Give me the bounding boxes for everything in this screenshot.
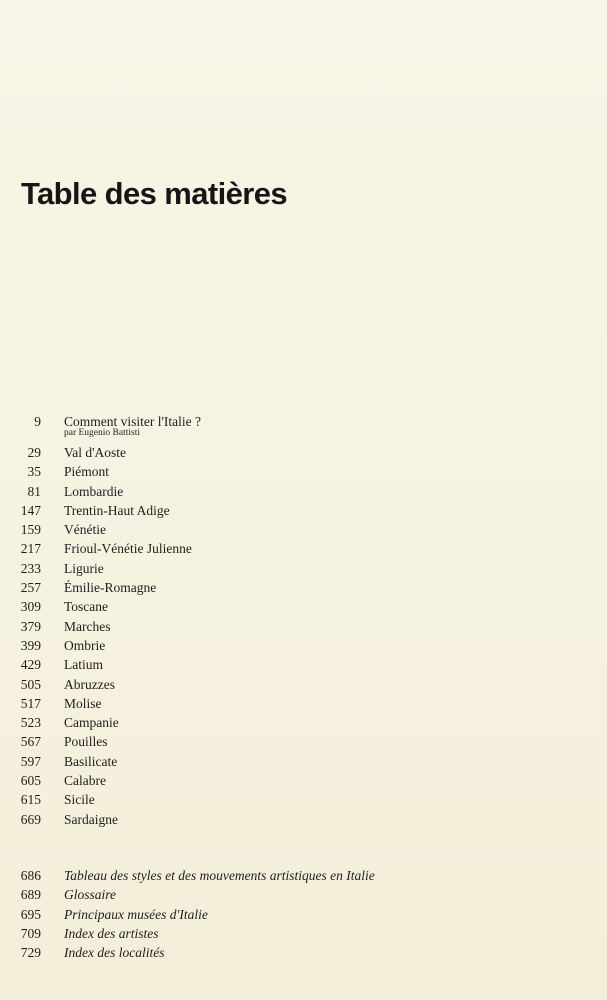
toc-entry-label: Calabre xyxy=(64,773,106,789)
toc-page-number: 399 xyxy=(20,637,41,653)
toc-page-number: 9 xyxy=(34,414,41,429)
toc-entry-label: Marches xyxy=(64,618,111,634)
toc-page-number: 689 xyxy=(20,887,41,903)
toc-entry-label: Toscane xyxy=(64,599,109,615)
toc-entry-region xyxy=(0,617,607,636)
toc-page-number: 429 xyxy=(20,657,41,673)
toc-entry-label: Basilicate xyxy=(64,753,118,769)
toc-page-number: 517 xyxy=(20,695,41,711)
toc-entry-region xyxy=(0,501,607,520)
toc-entry-label: Vénétie xyxy=(64,522,106,538)
toc-entry-label: Molise xyxy=(64,695,102,711)
toc-page-number: 567 xyxy=(20,734,41,750)
toc-entry-region xyxy=(0,771,607,790)
toc-page-number: 597 xyxy=(20,753,41,769)
toc-page-number: 686 xyxy=(20,868,41,883)
toc-entry-label: Val d'Aoste xyxy=(64,445,127,460)
toc-entry-label: Sicile xyxy=(64,792,95,808)
page-title: Table des matières xyxy=(21,176,288,211)
toc-entry-region xyxy=(0,752,607,771)
toc-entry-label: Latium xyxy=(64,657,103,673)
toc-appendix-list xyxy=(0,866,607,962)
toc-page-number: 233 xyxy=(20,560,41,576)
toc-entry-label: Lombardie xyxy=(64,483,124,499)
toc-page-number: 309 xyxy=(20,599,41,615)
toc-entry-label: Frioul-Vénétie Julienne xyxy=(64,541,192,557)
toc-entry-region xyxy=(0,482,607,501)
toc-page-number: 709 xyxy=(20,925,41,941)
toc-entry-label: Piémont xyxy=(64,464,110,480)
toc-entry-region xyxy=(0,810,607,829)
toc-entry-label: Sardaigne xyxy=(64,811,118,827)
toc-entry-region xyxy=(0,636,607,655)
toc-entry-region xyxy=(0,675,607,694)
toc-page-number: 523 xyxy=(20,715,41,731)
toc-entry-label: Émilie-Romagne xyxy=(64,580,157,596)
toc-entry-region xyxy=(0,443,607,462)
toc-entry-appendix xyxy=(0,924,607,943)
toc-page-number: 217 xyxy=(20,541,41,557)
toc-entry-region xyxy=(0,462,607,481)
toc-entry-label: Glossaire xyxy=(64,887,117,903)
toc-entry-region xyxy=(0,694,607,713)
toc-page-number: 379 xyxy=(20,618,41,634)
toc-entry-region xyxy=(0,539,607,558)
toc-entry-label: Comment visiter l'Italie ? xyxy=(64,414,202,429)
toc-main-list xyxy=(0,412,607,829)
toc-entry-label: Ombrie xyxy=(64,637,106,653)
toc-entry-appendix xyxy=(0,885,607,904)
toc-page-number: 257 xyxy=(20,580,41,596)
toc-entry-region xyxy=(0,732,607,751)
toc-entry-region xyxy=(0,578,607,597)
toc-page-number: 695 xyxy=(20,906,41,922)
toc-entry-appendix xyxy=(0,943,607,962)
toc-entry-appendix xyxy=(0,866,607,885)
toc-page-number: 605 xyxy=(20,773,41,789)
toc-entry-region xyxy=(0,713,607,732)
toc-entry-label: Campanie xyxy=(64,715,119,731)
toc-page-number: 147 xyxy=(20,502,41,518)
toc-entry-region xyxy=(0,520,607,539)
toc-entry-author: par Eugenio Battisti xyxy=(64,428,140,438)
toc-entry-label: Tableau des styles et des mouvements artistiques en Italie xyxy=(64,868,375,883)
toc-entry-label: Index des artistes xyxy=(64,925,159,941)
toc-page-number: 29 xyxy=(27,445,41,460)
toc-entry-region xyxy=(0,559,607,578)
toc-page-number: 505 xyxy=(20,676,41,692)
toc-entry-intro xyxy=(0,412,607,443)
toc-entry-label: Abruzzes xyxy=(64,676,115,692)
toc-page-number: 729 xyxy=(20,945,41,961)
toc-page-number: 35 xyxy=(27,464,41,480)
toc-page-number: 81 xyxy=(27,483,41,499)
toc-entry-label: Principaux musées d'Italie xyxy=(64,906,208,922)
toc-entry-label: Index des localités xyxy=(64,945,165,961)
toc-entry-appendix xyxy=(0,905,607,924)
toc-entry-label: Pouilles xyxy=(64,734,108,750)
toc-entry-label: Ligurie xyxy=(64,560,104,576)
toc-page-number: 615 xyxy=(20,792,41,808)
toc-entry-region xyxy=(0,597,607,616)
toc-entry-label: Trentin-Haut Adige xyxy=(64,502,170,518)
toc-regions xyxy=(0,443,607,829)
toc-page-number: 159 xyxy=(20,522,41,538)
toc-page-number: 669 xyxy=(20,811,41,827)
toc-entry-region xyxy=(0,655,607,674)
toc-entry-region xyxy=(0,790,607,809)
